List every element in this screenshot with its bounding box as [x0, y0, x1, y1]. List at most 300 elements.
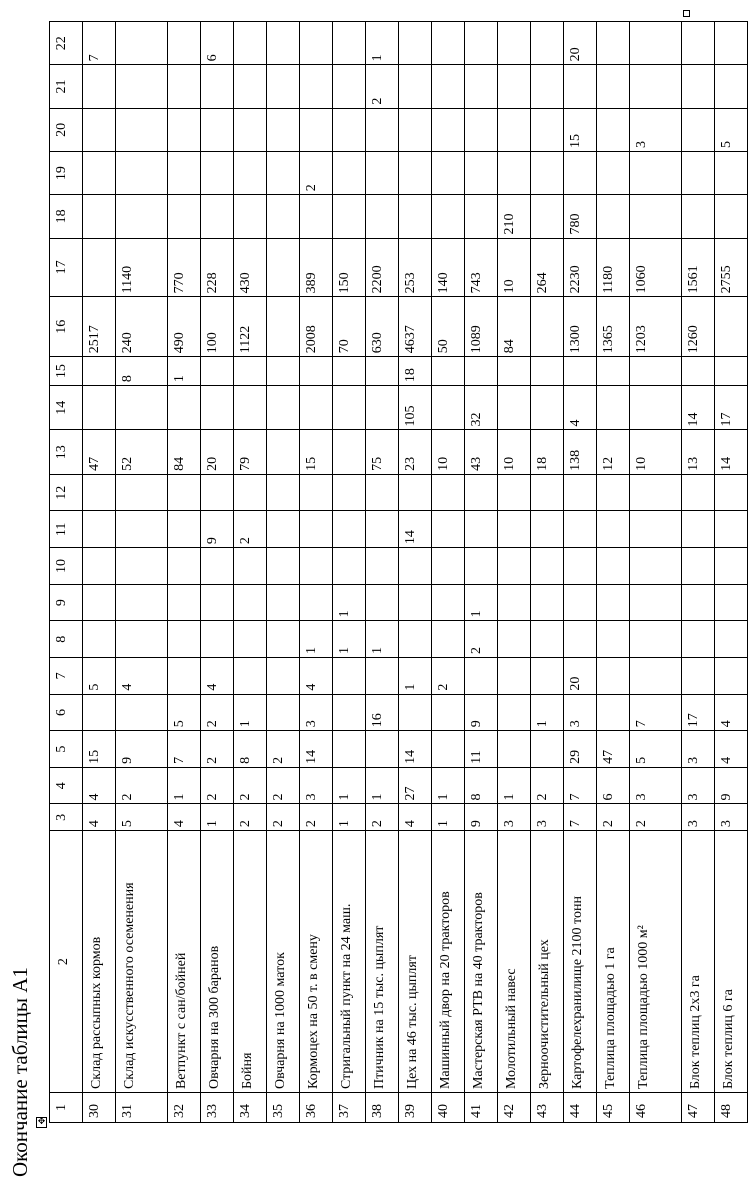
table-cell-col-17: 264: [531, 238, 564, 297]
table-cell-col-20: [465, 108, 498, 151]
table-cell-col-15: 8: [116, 357, 168, 386]
table-cell-col-6: 3: [564, 694, 597, 731]
table-cell-col-2: Птичник на 15 тыс. цыплят: [366, 831, 399, 1093]
table-cell-col-3: 3: [682, 804, 715, 831]
table-cell-col-4: 2: [267, 767, 300, 804]
table-cell-col-10: [168, 548, 201, 585]
table-cell-col-9: [432, 584, 465, 621]
table-cell-col-8: 2: [465, 621, 498, 658]
table-row: [465, 22, 498, 1123]
table-cell-col-3: 5: [116, 804, 168, 831]
table-cell-col-1: 41: [465, 1093, 498, 1123]
table-cell-col-21: [630, 65, 682, 108]
table-cell-col-18: [531, 195, 564, 238]
table-cell-col-20: [83, 108, 116, 151]
table-cell-col-5: 14: [399, 731, 432, 768]
table-cell-col-20: 15: [564, 108, 597, 151]
table-cell-col-11: [465, 511, 498, 548]
table-cell-col-16: [267, 297, 300, 357]
table-cell-col-16: 1260: [682, 297, 715, 357]
table-cell-col-11: [168, 511, 201, 548]
table-cell-col-18: [432, 195, 465, 238]
table-cell-col-3: 1: [333, 804, 366, 831]
table-cell-col-10: [366, 548, 399, 585]
table-cell-col-13: [333, 430, 366, 474]
table-cell-col-20: [366, 108, 399, 151]
table-cell-col-11: 14: [399, 511, 432, 548]
table-cell-col-19: [531, 151, 564, 194]
table-row: [564, 22, 597, 1123]
table-cell-col-18: [465, 195, 498, 238]
table-cell-col-18: [267, 195, 300, 238]
table-cell-col-14: [300, 386, 333, 430]
table-cell-col-17: 1140: [116, 238, 168, 297]
table-cell-col-7: 20: [564, 658, 597, 695]
table-cell-col-16: [531, 297, 564, 357]
table-cell-col-20: [116, 108, 168, 151]
table-cell-col-20: 3: [630, 108, 682, 151]
table-cell-col-20: [300, 108, 333, 151]
table-cell-col-22: 6: [201, 22, 234, 65]
table-cell-col-17: [83, 238, 116, 297]
table-cell-col-19: [399, 151, 432, 194]
table-cell-col-5: [333, 731, 366, 768]
table-cell-col-4: 1: [498, 767, 531, 804]
table-cell-col-17: 10: [498, 238, 531, 297]
table-cell-col-10: [630, 548, 682, 585]
table-cell-col-18: [597, 195, 630, 238]
table-cell-col-4: 1: [366, 767, 399, 804]
table-cell-col-19: [432, 151, 465, 194]
table-cell-col-17: 389: [300, 238, 333, 297]
table-cell-col-9: [399, 584, 432, 621]
table-cell-col-15: 18: [399, 357, 432, 386]
table-cell-col-3: 3: [715, 804, 748, 831]
table-cell-col-21: [234, 65, 267, 108]
table-cell-col-18: [366, 195, 399, 238]
table-cell-col-2: Картофелехранилище 2100 тонн: [564, 831, 597, 1093]
table-cell-col-12: [465, 474, 498, 511]
table-cell-col-10: [498, 548, 531, 585]
table-cell-col-12: [682, 474, 715, 511]
table-cell-col-3: 1: [201, 804, 234, 831]
table-cell-col-1: 40: [432, 1093, 465, 1123]
table-cell-col-12: [366, 474, 399, 511]
table-row: [83, 22, 116, 1123]
table-row: [597, 22, 630, 1123]
table-cell-col-4: 2: [116, 767, 168, 804]
table-cell-col-18: [682, 195, 715, 238]
table-cell-col-3: 2: [630, 804, 682, 831]
table-cell-col-20: 20: [50, 108, 83, 151]
table-cell-col-15: [715, 357, 748, 386]
table-cell-col-8: [168, 621, 201, 658]
table-cell-col-5: 4: [715, 731, 748, 768]
table-row: [168, 22, 201, 1123]
table-cell-col-22: [432, 22, 465, 65]
table-cell-col-21: [465, 65, 498, 108]
table-cell-col-10: [715, 548, 748, 585]
table-cell-col-3: 2: [234, 804, 267, 831]
table-cell-col-10: [116, 548, 168, 585]
table-cell-col-19: [682, 151, 715, 194]
table-cell-col-1: 33: [201, 1093, 234, 1123]
table-cell-col-18: [715, 195, 748, 238]
table-cell-col-13: [267, 430, 300, 474]
table-cell-col-21: [564, 65, 597, 108]
table-cell-col-14: [267, 386, 300, 430]
table-cell-col-15: [234, 357, 267, 386]
table-cell-col-6: [399, 694, 432, 731]
table-cell-col-21: [531, 65, 564, 108]
table-cell-col-15: [300, 357, 333, 386]
table-cell-col-5: [366, 731, 399, 768]
table-cell-col-11: 9: [201, 511, 234, 548]
table-cell-col-14: 14: [682, 386, 715, 430]
table-header-row: [50, 22, 83, 1123]
table-cell-col-1: 35: [267, 1093, 300, 1123]
table-cell-col-6: 2: [201, 694, 234, 731]
table-cell-col-7: 4: [116, 658, 168, 695]
table-cell-col-21: [168, 65, 201, 108]
table-cell-col-3: 2: [300, 804, 333, 831]
table-cell-col-3: 7: [564, 804, 597, 831]
table-cell-col-5: 15: [83, 731, 116, 768]
table-cell-col-13: 15: [300, 430, 333, 474]
table-cell-col-7: [630, 658, 682, 695]
table-cell-col-17: 1561: [682, 238, 715, 297]
table-cell-col-4: 2: [201, 767, 234, 804]
table-cell-col-13: 20: [201, 430, 234, 474]
table-cell-col-16: 70: [333, 297, 366, 357]
table-cell-col-16: 1300: [564, 297, 597, 357]
table-cell-col-21: [267, 65, 300, 108]
table-cell-col-6: 7: [630, 694, 682, 731]
table-cell-col-10: [201, 548, 234, 585]
table-cell-col-2: Кормоцех на 50 т. в смену: [300, 831, 333, 1093]
table-cell-col-15: [682, 357, 715, 386]
table-cell-col-14: 4: [564, 386, 597, 430]
table-cell-col-7: [531, 658, 564, 695]
table-cell-col-22: 1: [366, 22, 399, 65]
table-cell-col-13: 47: [83, 430, 116, 474]
table-cell-col-19: [498, 151, 531, 194]
table-row: [498, 22, 531, 1123]
table-cell-col-7: [682, 658, 715, 695]
table-cell-col-2: Стригальный пункт на 24 маш.: [333, 831, 366, 1093]
table-move-handle-icon[interactable]: ✥: [37, 1117, 46, 1127]
table-row: [333, 22, 366, 1123]
table-cell-col-1: 37: [333, 1093, 366, 1123]
table-cell-col-12: [715, 474, 748, 511]
table-cell-col-17: 253: [399, 238, 432, 297]
table-cell-col-12: [498, 474, 531, 511]
table-cell-col-17: 228: [201, 238, 234, 297]
table-cell-col-13: 52: [116, 430, 168, 474]
table-cell-col-19: [715, 151, 748, 194]
table-cell-col-9: [234, 584, 267, 621]
table-cell-col-19: [333, 151, 366, 194]
table-cell-col-19: [564, 151, 597, 194]
data-table: [49, 21, 748, 1123]
table-cell-col-11: [366, 511, 399, 548]
table-cell-col-15: [201, 357, 234, 386]
table-cell-col-11: [333, 511, 366, 548]
table-cell-col-15: [267, 357, 300, 386]
table-cell-col-6: [498, 694, 531, 731]
table-cell-col-15: 1: [168, 357, 201, 386]
table-cell-col-5: 5: [50, 731, 83, 768]
table-cell-col-16: 630: [366, 297, 399, 357]
table-body: [50, 22, 748, 1123]
table-cell-col-1: 42: [498, 1093, 531, 1123]
table-cell-col-9: [498, 584, 531, 621]
table-cell-col-11: [564, 511, 597, 548]
table-cell-col-18: 210: [498, 195, 531, 238]
table-cell-col-11: [300, 511, 333, 548]
table-cell-col-2: Склад рассыпных кормов: [83, 831, 116, 1093]
table-cell-col-1: 38: [366, 1093, 399, 1123]
table-cell-col-8: 1: [366, 621, 399, 658]
table-cell-col-6: 5: [168, 694, 201, 731]
table-cell-col-20: [432, 108, 465, 151]
table-cell-col-19: [168, 151, 201, 194]
table-cell-col-16: 490: [168, 297, 201, 357]
table-cell-col-22: [333, 22, 366, 65]
table-cell-col-5: 29: [564, 731, 597, 768]
table-cell-col-19: 19: [50, 151, 83, 194]
table-cell-col-8: 1: [300, 621, 333, 658]
table-cell-col-10: [432, 548, 465, 585]
table-cell-col-18: [234, 195, 267, 238]
table-cell-col-12: [597, 474, 630, 511]
table-row: [399, 22, 432, 1123]
table-cell-col-13: 14: [715, 430, 748, 474]
table-row: [300, 22, 333, 1123]
table-cell-col-12: [201, 474, 234, 511]
table-cell-col-10: [333, 548, 366, 585]
table-cell-col-12: [564, 474, 597, 511]
table-cell-col-14: 105: [399, 386, 432, 430]
table-cell-col-20: [682, 108, 715, 151]
table-cell-col-16: 1203: [630, 297, 682, 357]
table-cell-col-6: 9: [465, 694, 498, 731]
table-cell-col-14: [201, 386, 234, 430]
table-cell-col-11: [630, 511, 682, 548]
table-cell-col-18: [83, 195, 116, 238]
table-cell-col-14: 17: [715, 386, 748, 430]
table-cell-col-4: 27: [399, 767, 432, 804]
table-cell-col-17: 150: [333, 238, 366, 297]
table-cell-col-5: 9: [116, 731, 168, 768]
table-cell-col-6: [83, 694, 116, 731]
table-cell-col-14: [630, 386, 682, 430]
table-row: [234, 22, 267, 1123]
table-cell-col-18: [116, 195, 168, 238]
table-cell-col-12: [333, 474, 366, 511]
table-cell-col-2: Машинный двор на 20 тракторов: [432, 831, 465, 1093]
table-cell-col-11: [432, 511, 465, 548]
table-cell-col-4: 7: [564, 767, 597, 804]
table-cell-col-21: [498, 65, 531, 108]
table-cell-col-7: [366, 658, 399, 695]
table-cell-col-7: [168, 658, 201, 695]
table-row: [201, 22, 234, 1123]
table-cell-col-20: 5: [715, 108, 748, 151]
table-cell-col-6: 6: [50, 694, 83, 731]
table-cell-col-19: [201, 151, 234, 194]
table-resize-handle-icon[interactable]: [683, 10, 690, 17]
table-cell-col-5: 47: [597, 731, 630, 768]
table-cell-col-19: 2: [300, 151, 333, 194]
table-cell-col-5: 7: [168, 731, 201, 768]
table-cell-col-14: [498, 386, 531, 430]
table-cell-col-19: [116, 151, 168, 194]
table-cell-col-21: [83, 65, 116, 108]
table-cell-col-9: [300, 584, 333, 621]
table-cell-col-5: [498, 731, 531, 768]
table-cell-col-20: [333, 108, 366, 151]
table-cell-col-4: 1: [168, 767, 201, 804]
table-cell-col-12: 12: [50, 474, 83, 511]
table-row: [366, 22, 399, 1123]
table-cell-col-5: [531, 731, 564, 768]
table-cell-col-8: [267, 621, 300, 658]
table-cell-col-2: Молотильный навес: [498, 831, 531, 1093]
table-row: [116, 22, 168, 1123]
table-cell-col-21: [333, 65, 366, 108]
table-cell-col-15: [597, 357, 630, 386]
table-cell-col-1: 36: [300, 1093, 333, 1123]
table-cell-col-17: 1180: [597, 238, 630, 297]
table-cell-col-8: [201, 621, 234, 658]
table-cell-col-9: [83, 584, 116, 621]
table-cell-col-15: [333, 357, 366, 386]
table-cell-col-20: [498, 108, 531, 151]
table-cell-col-15: [366, 357, 399, 386]
table-cell-col-4: 3: [300, 767, 333, 804]
table-cell-col-18: [399, 195, 432, 238]
table-cell-col-8: [682, 621, 715, 658]
table-cell-col-8: [432, 621, 465, 658]
table-cell-col-7: [234, 658, 267, 695]
table-cell-col-14: [597, 386, 630, 430]
table-cell-col-16: 84: [498, 297, 531, 357]
table-cell-col-14: [333, 386, 366, 430]
table-cell-col-20: [168, 108, 201, 151]
table-cell-col-16: 1365: [597, 297, 630, 357]
table-cell-col-22: [682, 22, 715, 65]
table-cell-col-5: [432, 731, 465, 768]
table-cell-col-12: [234, 474, 267, 511]
table-cell-col-1: 34: [234, 1093, 267, 1123]
table-cell-col-10: [682, 548, 715, 585]
table-cell-col-16: 50: [432, 297, 465, 357]
table-cell-col-2: Теплица площадью 1000 м²: [630, 831, 682, 1093]
table-cell-col-22: 7: [83, 22, 116, 65]
table-cell-col-11: [715, 511, 748, 548]
table-cell-col-10: [399, 548, 432, 585]
table-cell-col-6: 17: [682, 694, 715, 731]
table-cell-col-2: Овчарня на 1000 маток: [267, 831, 300, 1093]
table-cell-col-13: 18: [531, 430, 564, 474]
table-cell-col-7: 7: [50, 658, 83, 695]
table-cell-col-7: [597, 658, 630, 695]
table-cell-col-5: 11: [465, 731, 498, 768]
table-cell-col-12: [630, 474, 682, 511]
table-cell-col-20: [201, 108, 234, 151]
table-cell-col-11: 11: [50, 511, 83, 548]
table-cell-col-12: [399, 474, 432, 511]
table-cell-col-11: 2: [234, 511, 267, 548]
table-cell-col-4: 1: [333, 767, 366, 804]
table-cell-col-14: 14: [50, 386, 83, 430]
table-cell-col-9: [267, 584, 300, 621]
table-cell-col-20: [597, 108, 630, 151]
table-cell-col-16: 1089: [465, 297, 498, 357]
table-cell-col-12: [116, 474, 168, 511]
table-cell-col-4: 3: [682, 767, 715, 804]
table-cell-col-16: 2008: [300, 297, 333, 357]
table-cell-col-2: Бойня: [234, 831, 267, 1093]
table-cell-col-8: [531, 621, 564, 658]
table-cell-col-22: [168, 22, 201, 65]
table-cell-col-21: [597, 65, 630, 108]
table-row: [531, 22, 564, 1123]
table-cell-col-18: 780: [564, 195, 597, 238]
table-cell-col-10: [465, 548, 498, 585]
table-cell-col-21: [201, 65, 234, 108]
table-cell-col-11: [531, 511, 564, 548]
table-cell-col-1: 32: [168, 1093, 201, 1123]
table-cell-col-13: 13: [50, 430, 83, 474]
table-cell-col-5: 5: [630, 731, 682, 768]
table-cell-col-1: 31: [116, 1093, 168, 1123]
table-cell-col-11: [597, 511, 630, 548]
table-cell-col-18: [333, 195, 366, 238]
table-cell-col-3: 3: [531, 804, 564, 831]
table-cell-col-18: [201, 195, 234, 238]
table-cell-col-8: [498, 621, 531, 658]
table-cell-col-10: [83, 548, 116, 585]
table-cell-col-8: 1: [333, 621, 366, 658]
table-cell-col-22: [498, 22, 531, 65]
table-cell-col-7: 2: [432, 658, 465, 695]
table-cell-col-17: 743: [465, 238, 498, 297]
table-cell-col-8: [83, 621, 116, 658]
table-cell-col-22: 22: [50, 22, 83, 65]
table-cell-col-3: 3: [50, 804, 83, 831]
table-cell-col-21: [300, 65, 333, 108]
table-cell-col-7: [333, 658, 366, 695]
table-cell-col-11: [682, 511, 715, 548]
table-row: [432, 22, 465, 1123]
table-cell-col-13: 10: [498, 430, 531, 474]
table-cell-col-3: 4: [168, 804, 201, 831]
table-cell-col-6: 3: [300, 694, 333, 731]
table-cell-col-6: [267, 694, 300, 731]
table-cell-col-4: 6: [597, 767, 630, 804]
table-cell-col-15: [630, 357, 682, 386]
table-cell-col-17: 1060: [630, 238, 682, 297]
table-cell-col-10: [531, 548, 564, 585]
table-cell-col-20: [399, 108, 432, 151]
table-cell-col-7: [715, 658, 748, 695]
table-cell-col-12: [267, 474, 300, 511]
table-cell-col-15: [498, 357, 531, 386]
table-cell-col-8: [116, 621, 168, 658]
table-cell-col-15: [432, 357, 465, 386]
